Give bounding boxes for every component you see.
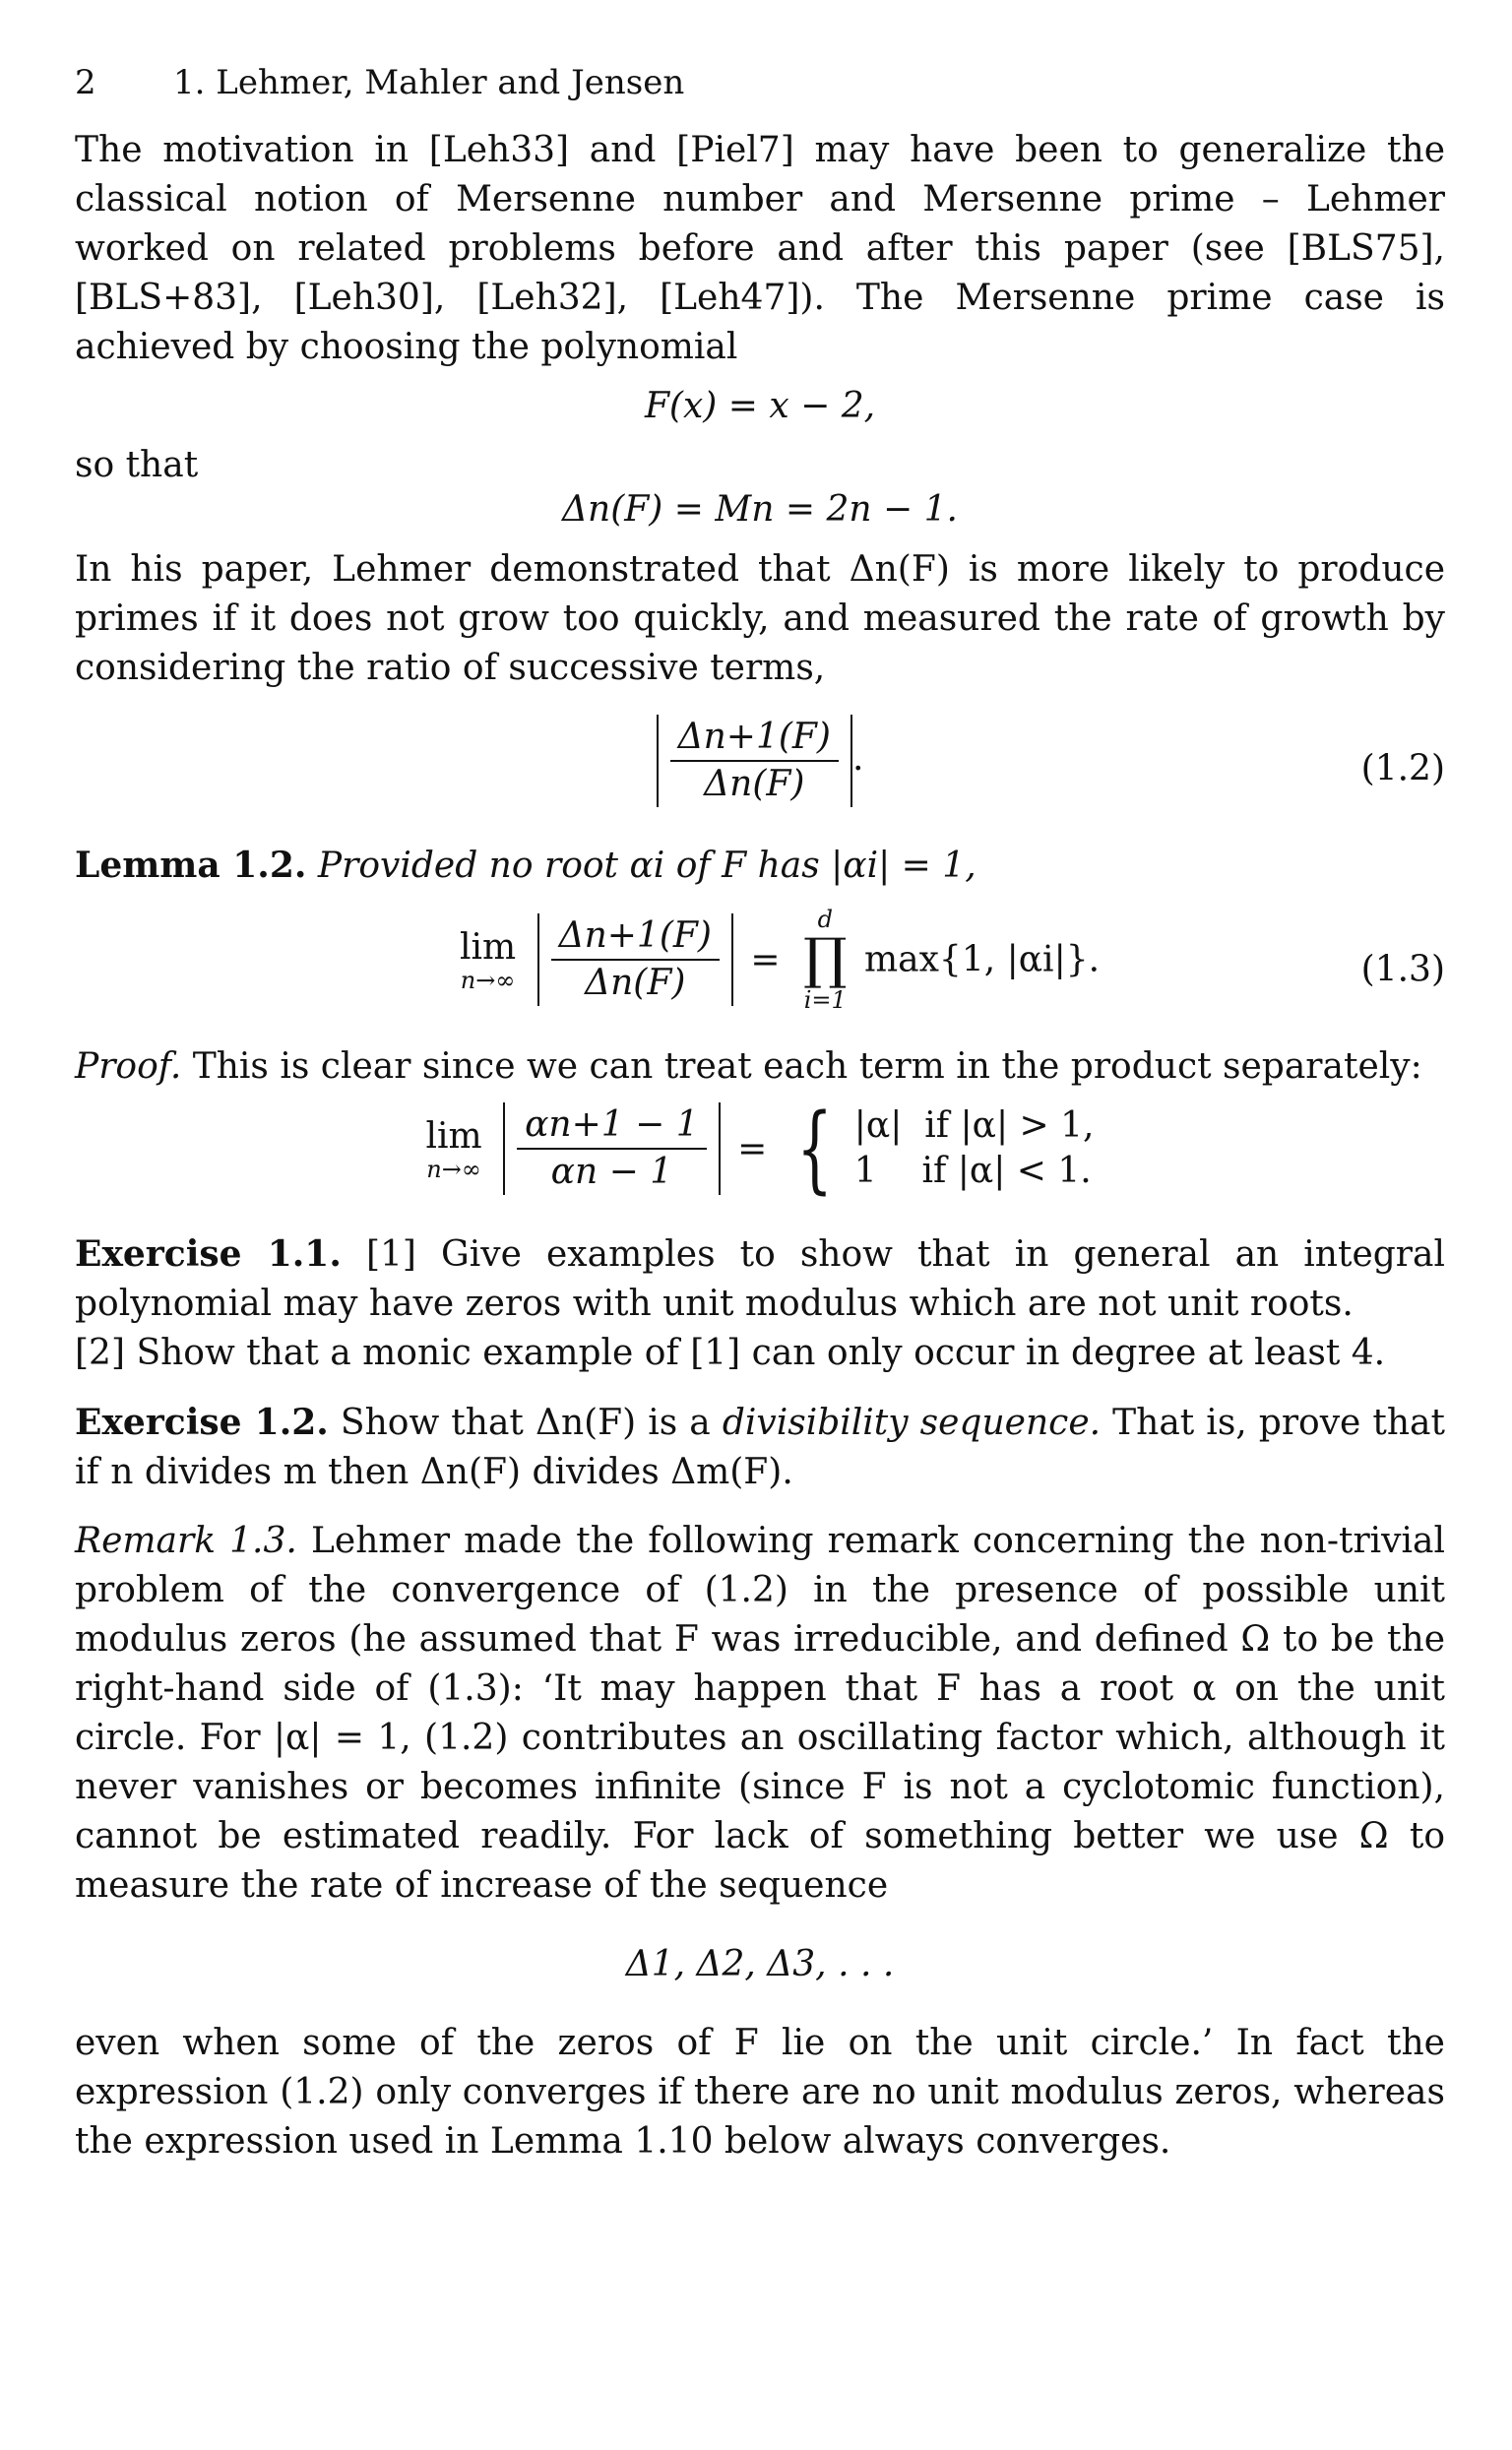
paragraph-conclusion: even when some of the zeros of F lie on the unit circle.’ In fact the expression (1.2) only converges if there are no unit modulus zeros, whereas the expression used in Lemma 1.10 below always converges.: [75, 2023, 1445, 2162]
lemma-title: Lemma 1.2.: [75, 845, 307, 886]
equation-mersenne: Δn(F) = Mn = 2n − 1.: [562, 489, 958, 530]
exercise-1-2: [75, 1398, 1445, 1497]
remark-1-3: [75, 1517, 1445, 1911]
equation-label-1-2: (1.2): [1360, 748, 1445, 789]
case-rows: [854, 1103, 1095, 1194]
exercise-emphasis: divisibility sequence.: [722, 1403, 1102, 1443]
exercise-text-2: That is, prove that if n divides m then Δn(F) divides Δm(F).: [75, 1403, 1445, 1492]
fraction-numerator: Δn+1(F): [677, 717, 831, 757]
fraction-denominator: Δn(F): [704, 764, 805, 804]
exercise-title: Exercise 1.2.: [75, 1402, 329, 1443]
limit-subscript: n→∞: [460, 966, 516, 994]
limit-label: lim: [425, 1115, 482, 1157]
text-so-that: so that: [75, 445, 199, 485]
paragraph-growth: In his paper, Lehmer demonstrated that Δn(F) is more likely to produce primes if it does not grow too quickly, and measured the rate of growth by considering the ratio of successive terms,: [75, 549, 1445, 688]
limit-label: lim: [459, 926, 517, 968]
product-term: max{1, |αi|}.: [864, 939, 1101, 980]
abs-ratio: [503, 1102, 721, 1195]
case-1: |α| if |α| > 1,: [853, 1105, 1095, 1146]
abs-ratio: [537, 913, 733, 1006]
exercise-title: Exercise 1.1.: [75, 1233, 342, 1275]
fraction-denominator: Δn(F): [585, 963, 686, 1003]
page: [75, 61, 1445, 2167]
exercise-1-1-part-1: [75, 1229, 1445, 1329]
proof-text: This is clear since we can treat each term in the product separately:: [192, 1046, 1422, 1087]
running-title: 1. Lehmer, Mahler and Jensen: [173, 63, 685, 102]
exercise-line-1: [1] Give examples to show that in general an integral polynomial may have zeros with unit modulus which are not unit roots.: [75, 1234, 1445, 1324]
equation-label-1-3: (1.3): [1360, 949, 1445, 990]
fraction-numerator: Δn+1(F): [558, 915, 712, 956]
product-operator: [803, 907, 848, 1013]
limit-operator: [460, 927, 516, 993]
proof: [75, 1042, 1445, 1092]
exercise-1-1: [75, 1229, 1445, 1378]
equation-1-3: [75, 901, 1445, 1038]
equation-sequence: Δ1, Δ2, Δ3, . . .: [625, 1944, 895, 1984]
fraction-numerator: αn+1 − 1: [525, 1104, 699, 1145]
product-symbol: ∏: [802, 927, 848, 991]
equals-sign: =: [750, 939, 781, 980]
exercise-line-2: [2] Show that a monic example of [1] can only occur in degree at least 4.: [75, 1333, 1386, 1373]
equation-punctuation: .: [851, 738, 864, 779]
fraction-ratio: [551, 913, 720, 1006]
equation-F: F(x) = x − 2,: [644, 386, 876, 426]
abs-ratio: [657, 715, 852, 807]
left-brace: {: [795, 1094, 833, 1204]
case-2: 1 if |α| < 1.: [853, 1151, 1092, 1191]
proof-label: Proof.: [75, 1046, 182, 1087]
remark-title: Remark 1.3.: [75, 1521, 297, 1561]
fraction-ratio: [670, 715, 839, 807]
exercise-text-1: Show that Δn(F) is a: [340, 1403, 711, 1443]
fraction-ratio: [517, 1102, 707, 1195]
product-upper-limit: d: [817, 906, 833, 933]
equation-1-2: [75, 707, 1445, 831]
equals-sign: =: [737, 1128, 768, 1169]
fraction-denominator: αn − 1: [550, 1152, 673, 1192]
limit-subscript: n→∞: [426, 1155, 481, 1183]
cases-block: [785, 1094, 1095, 1204]
running-header: [75, 61, 1445, 104]
equation-proof: [75, 1094, 1445, 1216]
lemma-statement: Provided no root αi of F has |αi| = 1,: [317, 846, 976, 886]
remark-text: Lehmer made the following remark concerning the non-trivial problem of the convergence of (1.2) in the presence of possible unit modulus zeros (he assumed that F was irreducible, and defined Ω to be the right-hand side of (1.3): ‘It may happen that F has a root α on the unit circle. For |α| = 1, (1.2) contributes an oscillating factor which, although it never vanishes or becomes infinite (since F is not a cyclotomic function), cannot be estimated readily. For lack of something better we use Ω to measure the rate of increase of the sequence: [75, 1521, 1445, 1906]
product-lower-limit: i=1: [803, 986, 847, 1014]
lemma-1-2: [75, 841, 1445, 891]
paragraph-motivation: The motivation in [Leh33] and [Piel7] may have been to generalize the classical notion of Mersenne number and Mersenne prime – Lehmer worked on related problems before and after this paper (see [BLS75], [BLS+83], [Leh30], [Leh32], [Leh47]). The Mersenne prime case is achieved by choosing the polynomial: [75, 130, 1445, 367]
page-number: 2: [75, 63, 96, 102]
limit-operator: [425, 1116, 481, 1182]
